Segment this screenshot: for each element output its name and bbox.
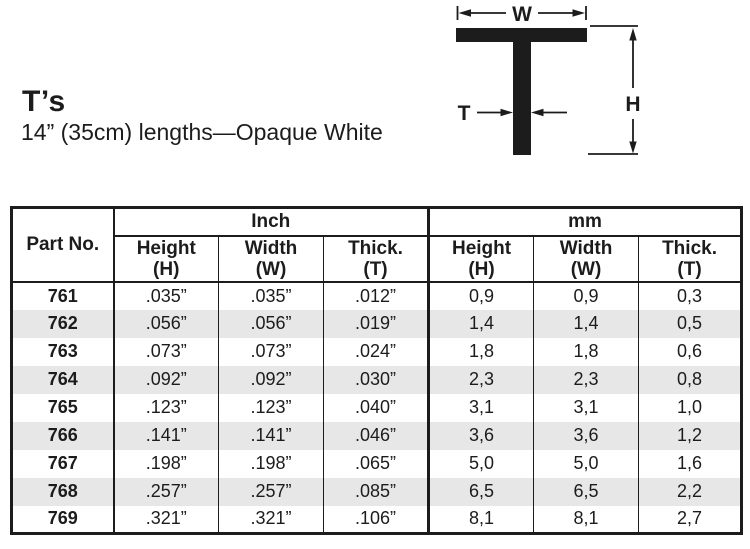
inch-width-cell: .198”: [219, 450, 324, 478]
part-no-header: Part No.: [12, 208, 114, 282]
column-label: Thick.: [348, 237, 403, 259]
width-label: W: [512, 3, 532, 26]
t-arrowhead-right: [531, 109, 544, 116]
mm-thick-cell: 1,6: [639, 450, 742, 478]
table-row: [12, 282, 742, 310]
inch-thick-cell: .065”: [324, 450, 429, 478]
mm-height-cell: 1,4: [429, 310, 534, 338]
table-row: [12, 394, 742, 422]
part-no-cell: 767: [12, 450, 114, 478]
part-no-cell: 765: [12, 394, 114, 422]
part-no-cell: 766: [12, 422, 114, 450]
inch-thick-cell: .012”: [324, 282, 429, 310]
inch-height-cell: .198”: [114, 450, 219, 478]
w-arrowhead-right: [573, 9, 586, 16]
mm-thick-cell: 1,0: [639, 394, 742, 422]
inch-height-cell: .321”: [114, 506, 219, 534]
t-profile-flange: [456, 28, 587, 42]
mm-width-header: [534, 236, 639, 282]
mm-width-cell: 5,0: [534, 450, 639, 478]
t-profile-stem: [513, 42, 531, 155]
mm-width-cell: 3,1: [534, 394, 639, 422]
table-row: [12, 310, 742, 338]
mm-width-cell: 2,3: [534, 366, 639, 394]
mm-width-cell: 1,4: [534, 310, 639, 338]
table-units-row: [12, 208, 742, 236]
inch-thick-cell: .030”: [324, 366, 429, 394]
column-symbol: (T): [363, 258, 388, 280]
mm-thick-header: [639, 236, 742, 282]
inch-thick-cell: .040”: [324, 394, 429, 422]
inch-width-cell: .073”: [219, 338, 324, 366]
column-symbol: (H): [468, 258, 495, 280]
part-no-cell: 762: [12, 310, 114, 338]
inch-width-cell: .257”: [219, 478, 324, 506]
column-symbol: (H): [153, 258, 180, 280]
t-arrowhead-left: [501, 109, 514, 116]
table-row: [12, 506, 742, 534]
inch-height-cell: .035”: [114, 282, 219, 310]
column-symbol: (T): [677, 258, 702, 280]
mm-width-cell: 6,5: [534, 478, 639, 506]
inch-width-cell: .035”: [219, 282, 324, 310]
page-subtitle: 14” (35cm) lengths—Opaque White: [21, 119, 383, 145]
thickness-label: T: [457, 102, 471, 125]
column-label: Thick.: [662, 237, 717, 259]
inch-section-header: Inch: [114, 208, 429, 236]
part-no-cell: 761: [12, 282, 114, 310]
mm-section-header: mm: [429, 208, 742, 236]
inch-thick-header: [324, 236, 429, 282]
mm-width-cell: 1,8: [534, 338, 639, 366]
mm-width-cell: 8,1: [534, 506, 639, 534]
table-row: [12, 478, 742, 506]
h-arrowhead-bottom: [629, 142, 636, 154]
mm-thick-cell: 0,5: [639, 310, 742, 338]
inch-height-header: [114, 236, 219, 282]
inch-height-cell: .092”: [114, 366, 219, 394]
column-label: Height: [136, 237, 196, 259]
inch-width-cell: .321”: [219, 506, 324, 534]
table-subheader-row: [12, 236, 742, 282]
mm-width-cell: 3,6: [534, 422, 639, 450]
mm-height-cell: 2,3: [429, 366, 534, 394]
mm-height-header: [429, 236, 534, 282]
table-row: [12, 450, 742, 478]
part-no-cell: 763: [12, 338, 114, 366]
inch-height-cell: .257”: [114, 478, 219, 506]
page-title: T’s: [22, 85, 66, 118]
mm-height-cell: 1,8: [429, 338, 534, 366]
inch-width-cell: .092”: [219, 366, 324, 394]
inch-width-cell: .056”: [219, 310, 324, 338]
spec-table: [10, 206, 743, 535]
inch-height-cell: .123”: [114, 394, 219, 422]
inch-thick-cell: .085”: [324, 478, 429, 506]
mm-height-cell: 6,5: [429, 478, 534, 506]
inch-thick-cell: .106”: [324, 506, 429, 534]
inch-thick-cell: .046”: [324, 422, 429, 450]
inch-thick-cell: .019”: [324, 310, 429, 338]
column-label: Width: [559, 237, 613, 259]
part-no-cell: 768: [12, 478, 114, 506]
height-label: H: [625, 93, 641, 116]
h-arrowhead-top: [629, 28, 636, 41]
part-no-cell: 769: [12, 506, 114, 534]
inch-height-cell: .141”: [114, 422, 219, 450]
mm-height-cell: 5,0: [429, 450, 534, 478]
mm-thick-cell: 0,3: [639, 282, 742, 310]
column-label: Width: [244, 237, 298, 259]
mm-height-cell: 8,1: [429, 506, 534, 534]
mm-height-cell: 0,9: [429, 282, 534, 310]
mm-thick-cell: 0,8: [639, 366, 742, 394]
mm-height-cell: 3,1: [429, 394, 534, 422]
inch-height-cell: .073”: [114, 338, 219, 366]
inch-width-cell: .141”: [219, 422, 324, 450]
mm-thick-cell: 2,2: [639, 478, 742, 506]
column-symbol: (W): [570, 258, 602, 280]
mm-thick-cell: 2,7: [639, 506, 742, 534]
t-profile-diagram: [440, 0, 710, 175]
table-row: [12, 422, 742, 450]
inch-thick-cell: .024”: [324, 338, 429, 366]
column-symbol: (W): [255, 258, 287, 280]
table-row: [12, 338, 742, 366]
column-label: Height: [451, 237, 512, 259]
inch-height-cell: .056”: [114, 310, 219, 338]
mm-height-cell: 3,6: [429, 422, 534, 450]
inch-width-cell: .123”: [219, 394, 324, 422]
mm-thick-cell: 0,6: [639, 338, 742, 366]
table-row: [12, 366, 742, 394]
mm-width-cell: 0,9: [534, 282, 639, 310]
inch-width-header: [219, 236, 324, 282]
mm-thick-cell: 1,2: [639, 422, 742, 450]
part-no-cell: 764: [12, 366, 114, 394]
w-arrowhead-left: [459, 9, 472, 16]
